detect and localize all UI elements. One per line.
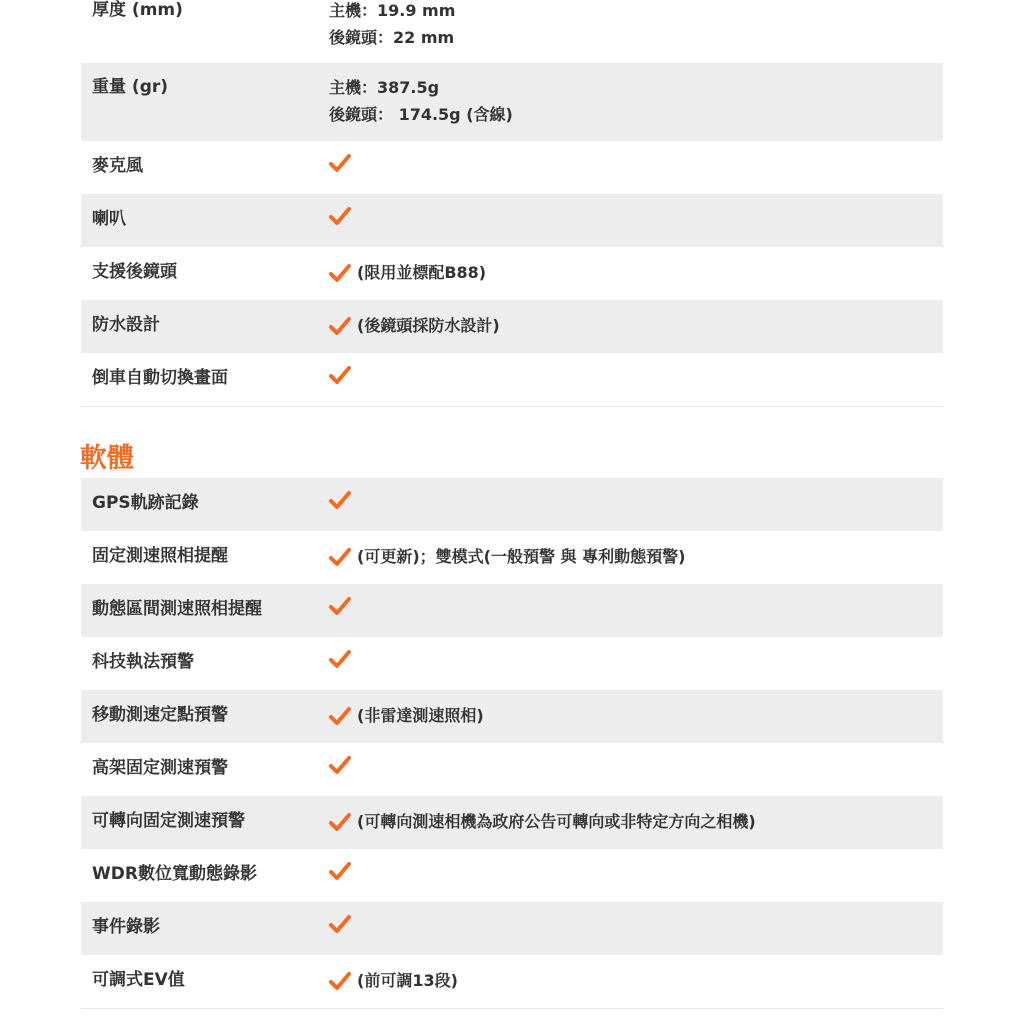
- checkmark-icon: [329, 914, 351, 934]
- check-line: [329, 543, 943, 570]
- spec-value-line: 後鏡頭： 174.5g (含線): [329, 105, 513, 124]
- spec-label: 防水設計: [92, 315, 160, 335]
- spec-label: 固定測速照相提醒: [92, 546, 228, 566]
- check-line: [329, 914, 943, 934]
- spec-value: [329, 808, 943, 835]
- spec-note: (後鏡頭採防水設計): [357, 316, 500, 335]
- spec-value: [329, 649, 943, 669]
- spec-value: [329, 0, 943, 51]
- spec-note: (非雷達測速照相): [357, 706, 484, 725]
- spec-row-microphone: [81, 141, 943, 194]
- spec-value-line: 主機：387.5g: [329, 78, 440, 97]
- spec-row-section-speed-alert: [81, 584, 943, 637]
- spec-value: [329, 596, 943, 616]
- checkmark-icon: [329, 706, 351, 726]
- checkmark-icon: [329, 206, 351, 226]
- checkmark-icon: [329, 490, 351, 510]
- spec-row-adjustable-ev: [81, 955, 943, 1009]
- check-line: [329, 861, 943, 881]
- spec-value: [329, 914, 943, 934]
- checkmark-icon: [329, 812, 351, 832]
- spec-row-rotatable-camera: [81, 796, 943, 849]
- spec-row-gps-track: [81, 478, 943, 531]
- check-line: [329, 259, 943, 286]
- spec-label: WDR數位寬動態錄影: [92, 864, 257, 884]
- checkmark-icon: [329, 153, 351, 173]
- spec-label: 高架固定測速預警: [92, 758, 228, 778]
- spec-row-tech-enforcement: [81, 637, 943, 690]
- spec-label: 倒車自動切換畫面: [92, 368, 228, 388]
- hardware-spec-table: [81, 0, 943, 407]
- spec-value: [329, 206, 943, 226]
- spec-row-waterproof: [81, 300, 943, 353]
- check-line: [329, 153, 943, 173]
- spec-value: [329, 259, 943, 286]
- spec-row-mobile-camera: [81, 690, 943, 743]
- check-line: [329, 206, 943, 226]
- spec-note: (限用並標配B88): [357, 263, 487, 282]
- checkmark-icon: [329, 547, 351, 567]
- spec-row-elevated-camera: [81, 743, 943, 796]
- check-line: [329, 490, 943, 510]
- spec-label: 動態區間測速照相提醒: [92, 599, 262, 619]
- spec-row-event-recording: [81, 902, 943, 955]
- checkmark-icon: [329, 861, 351, 881]
- check-line: [329, 808, 943, 835]
- spec-row-wdr: [81, 849, 943, 902]
- spec-value: [329, 543, 943, 570]
- spec-label: GPS軌跡記錄: [92, 493, 199, 513]
- spec-note: (可更新)；雙模式(一般預警 與 專利動態預警): [357, 547, 686, 566]
- spec-label: 厚度 (mm): [92, 0, 183, 20]
- spec-label: 重量 (gr): [92, 77, 169, 97]
- spec-value: [329, 755, 943, 775]
- check-line: [329, 312, 943, 339]
- checkmark-icon: [329, 755, 351, 775]
- spec-row-weight: [81, 63, 943, 141]
- checkmark-icon: [329, 596, 351, 616]
- spec-value-line: 後鏡頭：22 mm: [329, 28, 455, 47]
- spec-label: 事件錄影: [92, 917, 160, 937]
- spec-row-reverse-switch: [81, 353, 943, 407]
- spec-value: [329, 967, 943, 994]
- section-heading-software: 軟體: [80, 443, 134, 474]
- spec-label: 科技執法預警: [92, 652, 194, 672]
- spec-note: (前可調13段): [357, 971, 458, 990]
- spec-label: 麥克風: [92, 156, 143, 176]
- check-line: [329, 649, 943, 669]
- spec-value: [329, 153, 943, 173]
- spec-note: (可轉向測速相機為政府公告可轉向或非特定方向之相機): [357, 812, 756, 831]
- spec-row-rear-camera: [81, 247, 943, 300]
- spec-label: 喇叭: [92, 209, 126, 229]
- spec-row-fixed-camera-alert: [81, 531, 943, 584]
- spec-label: 可轉向固定測速預警: [92, 811, 245, 831]
- spec-value: [329, 74, 943, 128]
- check-line: [329, 702, 943, 729]
- check-line: [329, 967, 943, 994]
- checkmark-icon: [329, 316, 351, 336]
- checkmark-icon: [329, 365, 351, 385]
- software-spec-table: [81, 478, 943, 1009]
- checkmark-icon: [329, 971, 351, 991]
- spec-value-line: 主機：19.9 mm: [329, 1, 456, 20]
- checkmark-icon: [329, 263, 351, 283]
- spec-value: [329, 861, 943, 881]
- spec-value: [329, 365, 943, 385]
- check-line: [329, 596, 943, 616]
- spec-label: 可調式EV值: [92, 970, 185, 990]
- spec-value: [329, 312, 943, 339]
- checkmark-icon: [329, 649, 351, 669]
- check-line: [329, 365, 943, 385]
- spec-row-speaker: [81, 194, 943, 247]
- spec-value: [329, 490, 943, 510]
- spec-label: 移動測速定點預警: [92, 705, 228, 725]
- spec-label: 支援後鏡頭: [92, 262, 177, 282]
- spec-value: [329, 702, 943, 729]
- check-line: [329, 755, 943, 775]
- spec-row-thickness: [81, 0, 943, 63]
